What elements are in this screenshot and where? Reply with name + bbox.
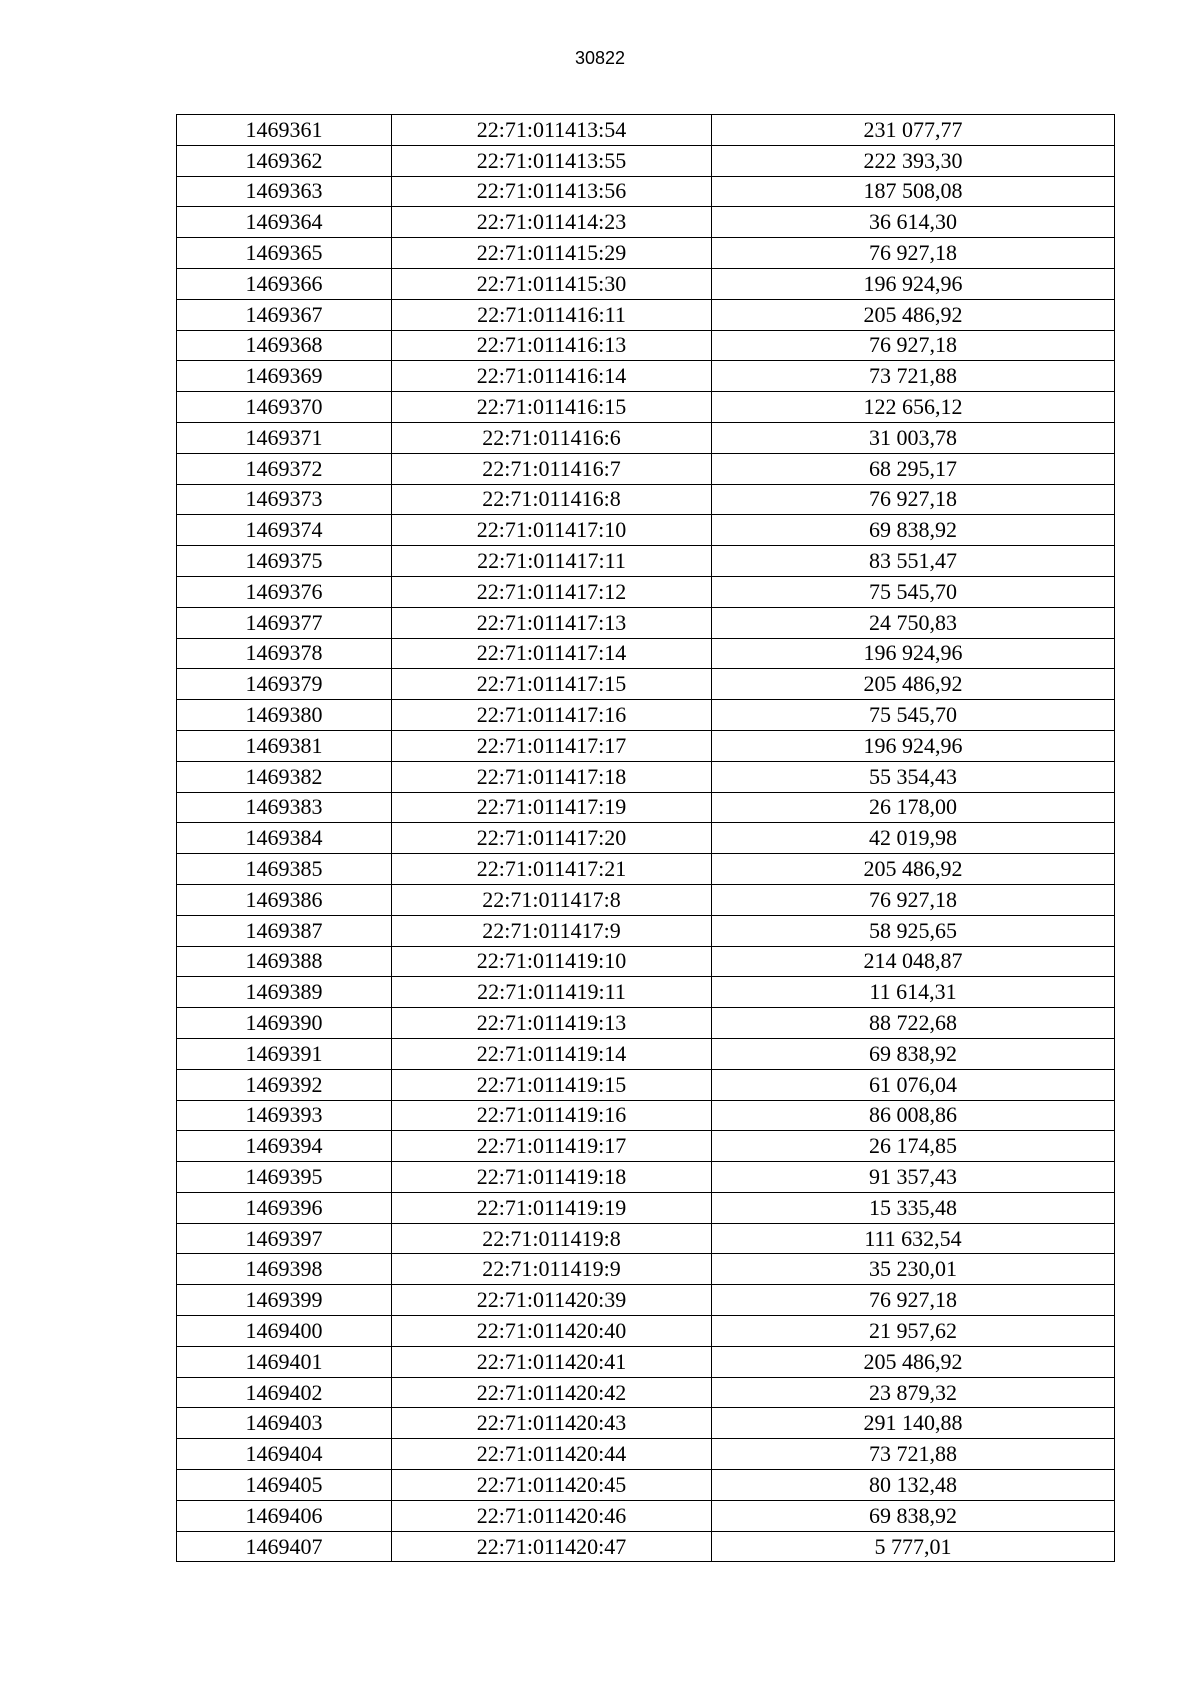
row-number-cell: 1469372 bbox=[177, 453, 392, 484]
table-row bbox=[177, 1316, 1115, 1347]
cadastral-value-cell: 55 354,43 bbox=[712, 761, 1115, 792]
cadastral-number-cell: 22:71:011417:15 bbox=[392, 669, 712, 700]
row-number-cell: 1469367 bbox=[177, 299, 392, 330]
cadastral-value-cell: 69 838,92 bbox=[712, 1038, 1115, 1069]
cadastral-number-cell: 22:71:011420:39 bbox=[392, 1285, 712, 1316]
row-number-cell: 1469387 bbox=[177, 915, 392, 946]
row-number-cell: 1469389 bbox=[177, 977, 392, 1008]
row-number-cell: 1469370 bbox=[177, 392, 392, 423]
cadastral-value-cell: 26 174,85 bbox=[712, 1131, 1115, 1162]
table-row bbox=[177, 854, 1115, 885]
row-number-cell: 1469386 bbox=[177, 884, 392, 915]
cadastral-value-cell: 15 335,48 bbox=[712, 1192, 1115, 1223]
row-number-cell: 1469403 bbox=[177, 1408, 392, 1439]
row-number-cell: 1469374 bbox=[177, 515, 392, 546]
row-number-cell: 1469390 bbox=[177, 1008, 392, 1039]
cadastral-number-cell: 22:71:011419:16 bbox=[392, 1100, 712, 1131]
cadastral-value-cell: 5 777,01 bbox=[712, 1531, 1115, 1562]
table-row bbox=[177, 669, 1115, 700]
row-number-cell: 1469401 bbox=[177, 1346, 392, 1377]
cadastral-number-cell: 22:71:011414:23 bbox=[392, 207, 712, 238]
cadastral-number-cell: 22:71:011416:15 bbox=[392, 392, 712, 423]
row-number-cell: 1469375 bbox=[177, 546, 392, 577]
table-row bbox=[177, 1100, 1115, 1131]
cadastral-number-cell: 22:71:011416:6 bbox=[392, 422, 712, 453]
row-number-cell: 1469368 bbox=[177, 330, 392, 361]
table-row bbox=[177, 299, 1115, 330]
cadastral-number-cell: 22:71:011415:29 bbox=[392, 238, 712, 269]
row-number-cell: 1469380 bbox=[177, 700, 392, 731]
cadastral-value-cell: 86 008,86 bbox=[712, 1100, 1115, 1131]
row-number-cell: 1469365 bbox=[177, 238, 392, 269]
table-row bbox=[177, 1346, 1115, 1377]
cadastral-number-cell: 22:71:011416:8 bbox=[392, 484, 712, 515]
cadastral-number-cell: 22:71:011420:41 bbox=[392, 1346, 712, 1377]
cadastral-value-cell: 69 838,92 bbox=[712, 1500, 1115, 1531]
table-row bbox=[177, 946, 1115, 977]
cadastral-value-cell: 69 838,92 bbox=[712, 515, 1115, 546]
table-row bbox=[177, 700, 1115, 731]
cadastral-value-cell: 122 656,12 bbox=[712, 392, 1115, 423]
row-number-cell: 1469361 bbox=[177, 115, 392, 146]
row-number-cell: 1469385 bbox=[177, 854, 392, 885]
cadastral-value-cell: 205 486,92 bbox=[712, 854, 1115, 885]
row-number-cell: 1469376 bbox=[177, 576, 392, 607]
table-row bbox=[177, 238, 1115, 269]
cadastral-value-cell: 80 132,48 bbox=[712, 1470, 1115, 1501]
table-row bbox=[177, 484, 1115, 515]
cadastral-number-cell: 22:71:011420:40 bbox=[392, 1316, 712, 1347]
row-number-cell: 1469395 bbox=[177, 1162, 392, 1193]
table-row bbox=[177, 1192, 1115, 1223]
row-number-cell: 1469393 bbox=[177, 1100, 392, 1131]
row-number-cell: 1469402 bbox=[177, 1377, 392, 1408]
row-number-cell: 1469363 bbox=[177, 176, 392, 207]
cadastral-number-cell: 22:71:011420:43 bbox=[392, 1408, 712, 1439]
row-number-cell: 1469404 bbox=[177, 1439, 392, 1470]
row-number-cell: 1469381 bbox=[177, 730, 392, 761]
cadastral-number-cell: 22:71:011417:14 bbox=[392, 638, 712, 669]
row-number-cell: 1469366 bbox=[177, 268, 392, 299]
cadastral-value-cell: 75 545,70 bbox=[712, 700, 1115, 731]
table-row bbox=[177, 1038, 1115, 1069]
row-number-cell: 1469405 bbox=[177, 1470, 392, 1501]
cadastral-value-cell: 58 925,65 bbox=[712, 915, 1115, 946]
table-row bbox=[177, 207, 1115, 238]
cadastral-number-cell: 22:71:011420:46 bbox=[392, 1500, 712, 1531]
cadastral-number-cell: 22:71:011417:9 bbox=[392, 915, 712, 946]
table-row bbox=[177, 884, 1115, 915]
cadastral-number-cell: 22:71:011419:11 bbox=[392, 977, 712, 1008]
row-number-cell: 1469407 bbox=[177, 1531, 392, 1562]
row-number-cell: 1469383 bbox=[177, 792, 392, 823]
table-row bbox=[177, 1131, 1115, 1162]
table-row bbox=[177, 115, 1115, 146]
table-row bbox=[177, 1069, 1115, 1100]
table-row bbox=[177, 1008, 1115, 1039]
row-number-cell: 1469392 bbox=[177, 1069, 392, 1100]
table-row bbox=[177, 1285, 1115, 1316]
row-number-cell: 1469396 bbox=[177, 1192, 392, 1223]
page-number: 30822 bbox=[574, 48, 626, 68]
table-row bbox=[177, 1408, 1115, 1439]
cadastral-value-cell: 291 140,88 bbox=[712, 1408, 1115, 1439]
table-row bbox=[177, 1470, 1115, 1501]
cadastral-number-cell: 22:71:011416:7 bbox=[392, 453, 712, 484]
table-row bbox=[177, 1223, 1115, 1254]
cadastral-value-cell: 222 393,30 bbox=[712, 145, 1115, 176]
cadastral-value-cell: 42 019,98 bbox=[712, 823, 1115, 854]
row-number-cell: 1469398 bbox=[177, 1254, 392, 1285]
table-row bbox=[177, 515, 1115, 546]
cadastral-value-cell: 205 486,92 bbox=[712, 669, 1115, 700]
table-row bbox=[177, 607, 1115, 638]
cadastral-value-cell: 205 486,92 bbox=[712, 299, 1115, 330]
cadastral-number-cell: 22:71:011416:13 bbox=[392, 330, 712, 361]
cadastral-value-cell: 231 077,77 bbox=[712, 115, 1115, 146]
cadastral-number-cell: 22:71:011413:56 bbox=[392, 176, 712, 207]
table-row bbox=[177, 422, 1115, 453]
cadastral-number-cell: 22:71:011417:21 bbox=[392, 854, 712, 885]
table-row bbox=[177, 546, 1115, 577]
cadastral-number-cell: 22:71:011417:12 bbox=[392, 576, 712, 607]
table-row bbox=[177, 1531, 1115, 1562]
row-number-cell: 1469384 bbox=[177, 823, 392, 854]
cadastral-value-cell: 73 721,88 bbox=[712, 1439, 1115, 1470]
cadastral-number-cell: 22:71:011416:11 bbox=[392, 299, 712, 330]
row-number-cell: 1469399 bbox=[177, 1285, 392, 1316]
table-row bbox=[177, 977, 1115, 1008]
row-number-cell: 1469371 bbox=[177, 422, 392, 453]
cadastral-number-cell: 22:71:011417:19 bbox=[392, 792, 712, 823]
cadastral-value-cell: 68 295,17 bbox=[712, 453, 1115, 484]
table-body bbox=[177, 115, 1115, 1562]
cadastral-value-cell: 76 927,18 bbox=[712, 238, 1115, 269]
cadastral-value-cell: 187 508,08 bbox=[712, 176, 1115, 207]
table-row bbox=[177, 1254, 1115, 1285]
cadastral-value-cell: 196 924,96 bbox=[712, 730, 1115, 761]
cadastral-number-cell: 22:71:011417:13 bbox=[392, 607, 712, 638]
cadastral-value-cell: 76 927,18 bbox=[712, 884, 1115, 915]
table-row bbox=[177, 1162, 1115, 1193]
table-row bbox=[177, 761, 1115, 792]
row-number-cell: 1469369 bbox=[177, 361, 392, 392]
cadastral-value-cell: 11 614,31 bbox=[712, 977, 1115, 1008]
cadastral-number-cell: 22:71:011419:15 bbox=[392, 1069, 712, 1100]
cadastral-number-cell: 22:71:011420:45 bbox=[392, 1470, 712, 1501]
cadastral-number-cell: 22:71:011416:14 bbox=[392, 361, 712, 392]
cadastral-value-cell: 31 003,78 bbox=[712, 422, 1115, 453]
table-row bbox=[177, 638, 1115, 669]
cadastral-number-cell: 22:71:011419:19 bbox=[392, 1192, 712, 1223]
cadastral-number-cell: 22:71:011419:8 bbox=[392, 1223, 712, 1254]
row-number-cell: 1469364 bbox=[177, 207, 392, 238]
table-row bbox=[177, 330, 1115, 361]
row-number-cell: 1469378 bbox=[177, 638, 392, 669]
cadastral-number-cell: 22:71:011413:54 bbox=[392, 115, 712, 146]
cadastral-value-cell: 76 927,18 bbox=[712, 1285, 1115, 1316]
cadastral-number-cell: 22:71:011419:18 bbox=[392, 1162, 712, 1193]
cadastral-number-cell: 22:71:011417:11 bbox=[392, 546, 712, 577]
cadastral-value-cell: 23 879,32 bbox=[712, 1377, 1115, 1408]
cadastral-value-cell: 214 048,87 bbox=[712, 946, 1115, 977]
cadastral-value-cell: 24 750,83 bbox=[712, 607, 1115, 638]
table-row bbox=[177, 1377, 1115, 1408]
row-number-cell: 1469362 bbox=[177, 145, 392, 176]
cadastral-number-cell: 22:71:011420:42 bbox=[392, 1377, 712, 1408]
cadastral-value-cell: 21 957,62 bbox=[712, 1316, 1115, 1347]
cadastral-value-cell: 91 357,43 bbox=[712, 1162, 1115, 1193]
cadastral-value-cell: 75 545,70 bbox=[712, 576, 1115, 607]
cadastral-value-cell: 73 721,88 bbox=[712, 361, 1115, 392]
cadastral-number-cell: 22:71:011417:10 bbox=[392, 515, 712, 546]
table-row bbox=[177, 730, 1115, 761]
cadastral-number-cell: 22:71:011417:8 bbox=[392, 884, 712, 915]
table-row bbox=[177, 1500, 1115, 1531]
cadastral-number-cell: 22:71:011419:10 bbox=[392, 946, 712, 977]
cadastral-number-cell: 22:71:011417:17 bbox=[392, 730, 712, 761]
cadastral-value-cell: 76 927,18 bbox=[712, 330, 1115, 361]
cadastral-value-cell: 196 924,96 bbox=[712, 268, 1115, 299]
row-number-cell: 1469397 bbox=[177, 1223, 392, 1254]
cadastral-number-cell: 22:71:011419:9 bbox=[392, 1254, 712, 1285]
cadastral-number-cell: 22:71:011420:44 bbox=[392, 1439, 712, 1470]
cadastral-value-cell: 205 486,92 bbox=[712, 1346, 1115, 1377]
cadastral-number-cell: 22:71:011413:55 bbox=[392, 145, 712, 176]
cadastral-number-cell: 22:71:011417:20 bbox=[392, 823, 712, 854]
cadastral-number-cell: 22:71:011419:14 bbox=[392, 1038, 712, 1069]
table-row bbox=[177, 1439, 1115, 1470]
row-number-cell: 1469379 bbox=[177, 669, 392, 700]
table-row bbox=[177, 915, 1115, 946]
cadastral-value-cell: 36 614,30 bbox=[712, 207, 1115, 238]
table-row bbox=[177, 392, 1115, 423]
table-row bbox=[177, 576, 1115, 607]
cadastral-value-table bbox=[176, 114, 1115, 1562]
cadastral-value-cell: 196 924,96 bbox=[712, 638, 1115, 669]
row-number-cell: 1469400 bbox=[177, 1316, 392, 1347]
cadastral-number-cell: 22:71:011420:47 bbox=[392, 1531, 712, 1562]
cadastral-value-cell: 26 178,00 bbox=[712, 792, 1115, 823]
table-row bbox=[177, 145, 1115, 176]
table-row bbox=[177, 361, 1115, 392]
table-row bbox=[177, 176, 1115, 207]
table-row bbox=[177, 268, 1115, 299]
cadastral-value-cell: 76 927,18 bbox=[712, 484, 1115, 515]
cadastral-value-cell: 111 632,54 bbox=[712, 1223, 1115, 1254]
cadastral-number-cell: 22:71:011419:17 bbox=[392, 1131, 712, 1162]
cadastral-value-cell: 83 551,47 bbox=[712, 546, 1115, 577]
cadastral-value-cell: 35 230,01 bbox=[712, 1254, 1115, 1285]
row-number-cell: 1469388 bbox=[177, 946, 392, 977]
table-row bbox=[177, 792, 1115, 823]
row-number-cell: 1469394 bbox=[177, 1131, 392, 1162]
cadastral-number-cell: 22:71:011417:18 bbox=[392, 761, 712, 792]
row-number-cell: 1469377 bbox=[177, 607, 392, 638]
cadastral-value-cell: 88 722,68 bbox=[712, 1008, 1115, 1039]
row-number-cell: 1469373 bbox=[177, 484, 392, 515]
cadastral-value-cell: 61 076,04 bbox=[712, 1069, 1115, 1100]
cadastral-number-cell: 22:71:011417:16 bbox=[392, 700, 712, 731]
cadastral-number-cell: 22:71:011419:13 bbox=[392, 1008, 712, 1039]
row-number-cell: 1469406 bbox=[177, 1500, 392, 1531]
table-row bbox=[177, 453, 1115, 484]
cadastral-number-cell: 22:71:011415:30 bbox=[392, 268, 712, 299]
row-number-cell: 1469382 bbox=[177, 761, 392, 792]
row-number-cell: 1469391 bbox=[177, 1038, 392, 1069]
table-row bbox=[177, 823, 1115, 854]
